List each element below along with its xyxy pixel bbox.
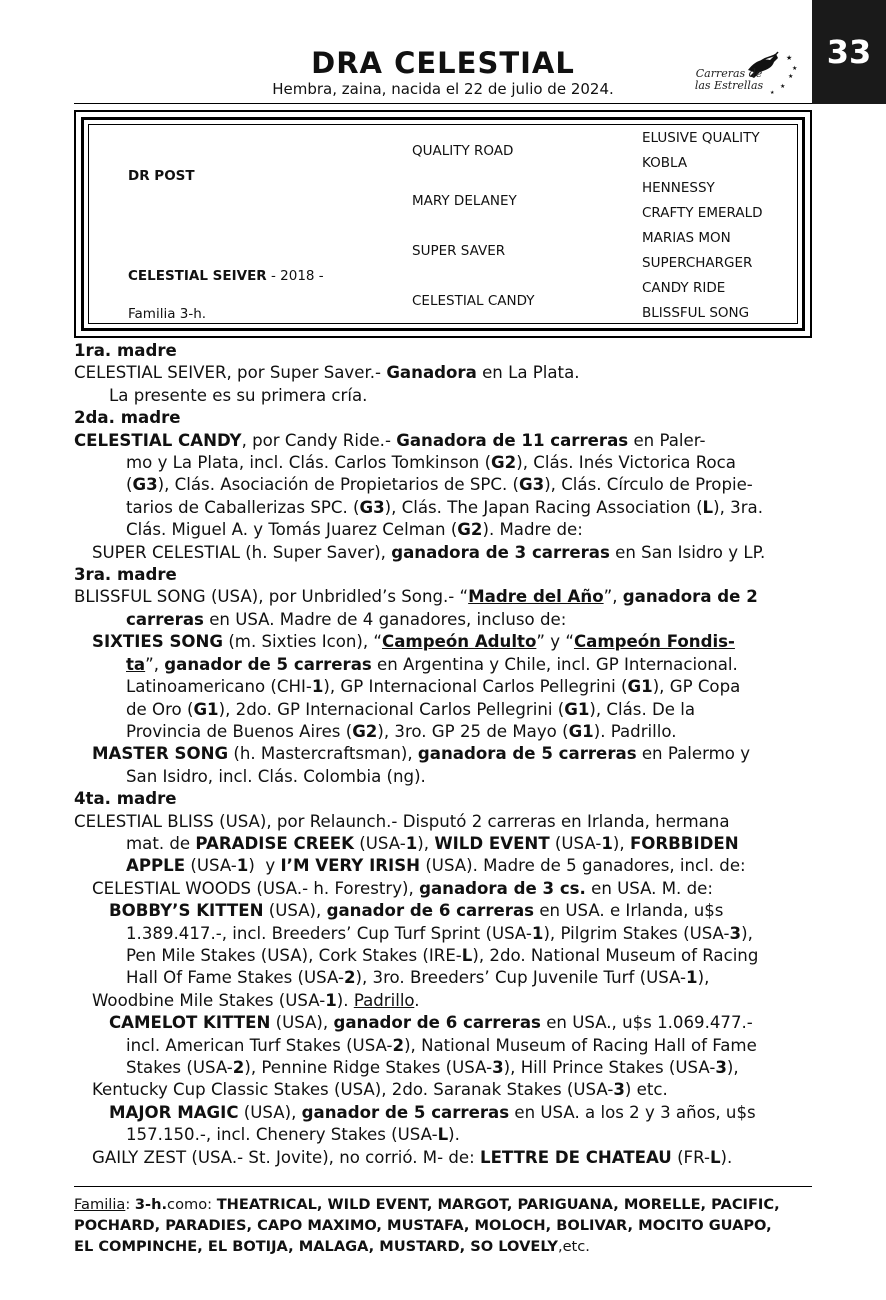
text-line: mat. de PARADISE CREEK (USA-1), WILD EVENT (USA-1), FORBBIDEN (126, 833, 739, 853)
text-line: Latinoamericano (CHI-1), GP Internacional Carlos Pellegrini (G1), GP Copa (126, 677, 741, 697)
text-line: APPLE (USA-1) y I’M VERY IRISH (USA). Madre de 5 ganadores, incl. de: (126, 856, 746, 876)
text-line: BOBBY’S KITTEN (USA), ganador de 6 carreras en USA. e Irlanda, u$s (109, 901, 724, 921)
svg-text:★: ★ (786, 54, 793, 62)
text-line: BLISSFUL SONG (USA), por Unbridled’s Song.- “Madre del Año”, ganadora de 2 (74, 587, 758, 607)
section-heading: 4ta. madre (74, 789, 177, 809)
text-line: ta”, ganador de 5 carreras en Argentina y Chile, incl. GP Internacional. (126, 654, 738, 674)
pedigree-great-grandparent: MARIAS MON (642, 230, 731, 246)
text-line: Woodbine Mile Stakes (USA-1). Padrillo. (92, 990, 420, 1010)
text-line: SUPER CELESTIAL (h. Super Saver), ganadora de 3 carreras en San Isidro y LP. (92, 542, 766, 562)
text-line: SIXTIES SONG (m. Sixties Icon), “Campeón Adulto” y “Campeón Fondis- (92, 632, 735, 652)
text-line: CELESTIAL SEIVER, por Super Saver.- Ganadora en La Plata. (74, 363, 580, 383)
pedigree-great-grandparent: HENNESSY (642, 180, 715, 196)
text-line: incl. American Turf Stakes (USA-2), National Museum of Racing Hall of Fame (126, 1035, 757, 1055)
horse-description: Hembra, zaina, nacida el 22 de julio de 2024. (272, 80, 614, 98)
pedigree-table (74, 110, 812, 338)
pedigree-sire: DR POST (128, 168, 195, 184)
text-line: La presente es su primera cría. (109, 385, 368, 405)
text-line: carreras en USA. Madre de 4 ganadores, incluso de: (126, 609, 567, 629)
footer-line: Familia: 3-h.como: THEATRICAL, WILD EVENT, MARGOT, PARIGUANA, MORELLE, PACIFIC, (74, 1196, 780, 1213)
horse-name-title: DRA CELESTIAL (311, 46, 575, 80)
pedigree-dam: CELESTIAL SEIVER - 2018 - (128, 268, 324, 284)
pedigree-great-grandparent: ELUSIVE QUALITY (642, 130, 760, 146)
text-line: CELESTIAL WOODS (USA.- h. Forestry), ganadora de 3 cs. en USA. M. de: (92, 878, 713, 898)
text-line: San Isidro, incl. Clás. Colombia (ng). (126, 766, 426, 786)
section-heading: 2da. madre (74, 408, 181, 428)
footer-line: POCHARD, PARADIES, CAPO MAXIMO, MUSTAFA, MOLOCH, BOLIVAR, MOCITO GUAPO, (74, 1217, 772, 1234)
text-line: Hall Of Fame Stakes (USA-2), 3ro. Breeders’ Cup Juvenile Turf (USA-1), (126, 968, 710, 988)
text-line: CELESTIAL BLISS (USA), por Relaunch.- Disputó 2 carreras en Irlanda, hermana (74, 811, 730, 831)
pedigree-grandparent: CELESTIAL CANDY (412, 293, 535, 309)
text-line: MAJOR MAGIC (USA), ganador de 5 carreras en USA. a los 2 y 3 años, u$s (109, 1102, 756, 1122)
text-line: Provincia de Buenos Aires (G2), 3ro. GP 25 de Mayo (G1). Padrillo. (126, 721, 677, 741)
text-line: (G3), Clás. Asociación de Propietarios de SPC. (G3), Clás. Círculo de Propie- (126, 475, 753, 495)
text-line: Kentucky Cup Classic Stakes (USA), 2do. Saranak Stakes (USA-3) etc. (92, 1080, 668, 1100)
svg-text:★: ★ (788, 73, 794, 80)
pedigree-grandparent: QUALITY ROAD (412, 143, 514, 159)
text-line: de Oro (G1), 2do. GP Internacional Carlos Pellegrini (G1), Clás. De la (126, 699, 696, 719)
svg-text:★: ★ (792, 65, 798, 72)
text-line: Clás. Miguel A. y Tomás Juarez Celman (G2). Madre de: (126, 520, 583, 540)
lot-number: 33 (826, 33, 872, 71)
pedigree-great-grandparent: KOBLA (642, 155, 688, 171)
footer-line: EL COMPINCHE, EL BOTIJA, MALAGA, MUSTARD, SO LOVELY,etc. (74, 1238, 590, 1255)
header-divider (74, 103, 812, 104)
text-line: Pen Mile Stakes (USA), Cork Stakes (IRE-L), 2do. National Museum of Racing (126, 945, 759, 965)
text-line: MASTER SONG (h. Mastercraftsman), ganadora de 5 carreras en Palermo y (92, 744, 751, 764)
footer-divider (74, 1186, 812, 1187)
text-line: CAMELOT KITTEN (USA), ganador de 6 carreras en USA., u$s 1.069.477.- (109, 1013, 753, 1033)
svg-text:★: ★ (780, 83, 786, 90)
pedigree-great-grandparent: CRAFTY EMERALD (642, 205, 763, 221)
pedigree-great-grandparent: SUPERCHARGER (642, 255, 753, 271)
text-line: CELESTIAL CANDY, por Candy Ride.- Ganadora de 11 carreras en Paler- (74, 430, 706, 450)
pedigree-family: Familia 3-h. (128, 306, 207, 322)
family-history (74, 340, 814, 1169)
svg-text:★: ★ (770, 90, 775, 96)
text-line: 1.389.417.-, incl. Breeders’ Cup Turf Sprint (USA-1), Pilgrim Stakes (USA-3), (126, 923, 753, 943)
text-line: 157.150.-, incl. Chenery Stakes (USA-L). (126, 1125, 460, 1145)
logo-text: Carreras de las Estrellas (694, 67, 764, 92)
family-footer (74, 1194, 819, 1257)
pedigree-great-grandparent: BLISSFUL SONG (642, 305, 750, 321)
text-line: Stakes (USA-2), Pennine Ridge Stakes (USA-3), Hill Prince Stakes (USA-3), (126, 1058, 739, 1077)
section-heading: 3ra. madre (74, 565, 177, 585)
section-heading: 1ra. madre (74, 341, 177, 360)
text-line: GAILY ZEST (USA.- St. Jovite), no corrió. M- de: LETTRE DE CHATEAU (FR-L). (92, 1147, 733, 1167)
pedigree-grandparent: MARY DELANEY (412, 193, 517, 209)
logo (690, 48, 802, 98)
text-line: tarios de Caballerizas SPC. (G3), Clás. The Japan Racing Association (L), 3ra. (126, 497, 763, 517)
pedigree-great-grandparent: CANDY RIDE (642, 280, 726, 296)
text-line: mo y La Plata, incl. Clás. Carlos Tomkinson (G2), Clás. Inés Victorica Roca (126, 453, 736, 473)
pedigree-grandparent: SUPER SAVER (412, 243, 506, 259)
